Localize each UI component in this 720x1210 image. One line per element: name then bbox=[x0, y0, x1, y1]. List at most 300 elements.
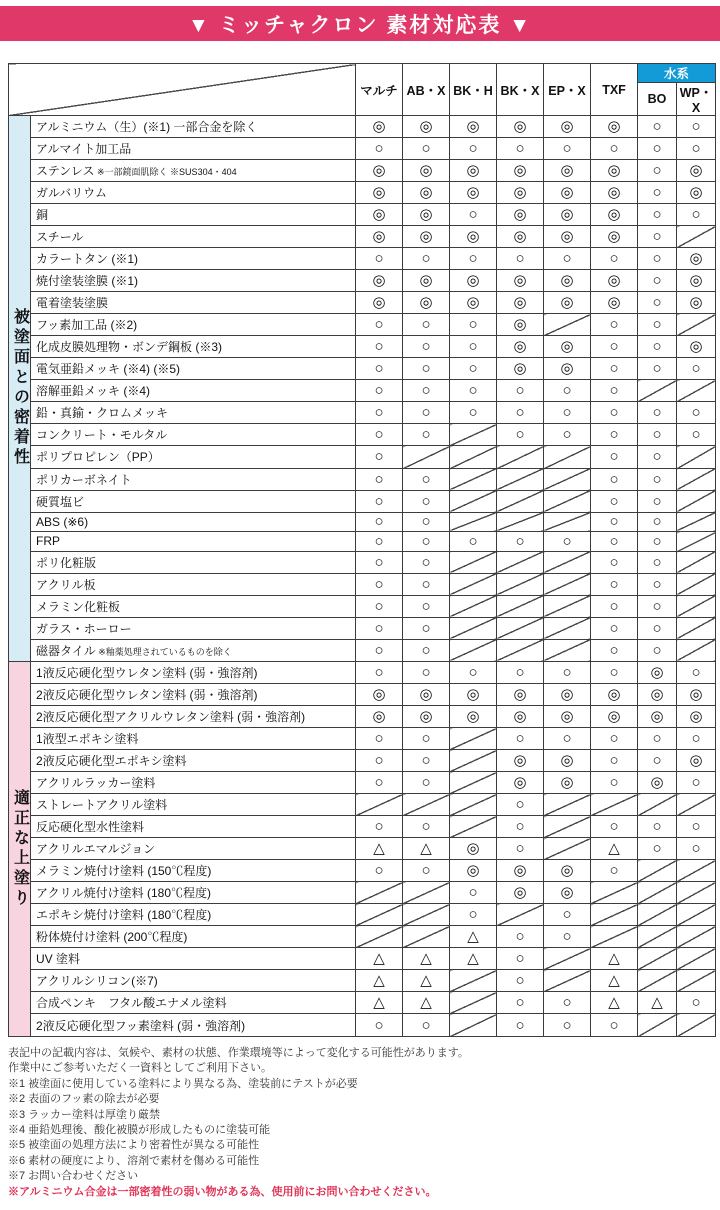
compat-cell-na bbox=[450, 468, 497, 490]
compat-cell: ○ bbox=[356, 551, 403, 573]
compat-cell: ◎ bbox=[356, 160, 403, 182]
compat-cell: ◎ bbox=[497, 750, 544, 772]
material-label: アルマイト加工品 bbox=[31, 138, 356, 160]
table-row bbox=[9, 838, 716, 860]
compat-cell-na bbox=[591, 904, 638, 926]
compat-cell: ○ bbox=[638, 314, 677, 336]
compat-cell: ○ bbox=[638, 138, 677, 160]
compat-cell-na bbox=[497, 904, 544, 926]
compat-cell: ○ bbox=[450, 336, 497, 358]
compat-cell-na bbox=[677, 794, 716, 816]
column-header-1: マルチ bbox=[356, 64, 403, 116]
footnote-line: ※4 亜鉛処理後、酸化被膜が形成したものに塗装可能 bbox=[8, 1124, 271, 1137]
material-label: 反応硬化型水性塗料 bbox=[31, 816, 356, 838]
compat-cell: ○ bbox=[403, 617, 450, 639]
compat-cell: ◎ bbox=[497, 314, 544, 336]
compat-cell: ○ bbox=[591, 728, 638, 750]
compat-cell-na bbox=[403, 446, 450, 468]
compat-cell-na bbox=[638, 794, 677, 816]
compat-cell: ◎ bbox=[544, 772, 591, 794]
compat-cell: ○ bbox=[638, 750, 677, 772]
compat-cell: ○ bbox=[544, 532, 591, 552]
compat-cell: ○ bbox=[591, 551, 638, 573]
material-label: 磁器タイル ※釉薬処理されているものを除く bbox=[31, 639, 356, 661]
compat-cell: ◎ bbox=[497, 116, 544, 138]
compat-cell: ○ bbox=[403, 380, 450, 402]
compat-cell: ○ bbox=[638, 573, 677, 595]
compat-cell: ○ bbox=[544, 728, 591, 750]
table-row bbox=[9, 270, 716, 292]
compat-cell-na bbox=[638, 948, 677, 970]
compat-cell: ◎ bbox=[356, 116, 403, 138]
compat-cell: ○ bbox=[403, 816, 450, 838]
footnote-line: 作業中にご参考いただく一資料としてご利用下さい。 bbox=[8, 1062, 272, 1075]
compat-cell: ◎ bbox=[638, 772, 677, 794]
compat-cell: ○ bbox=[677, 402, 716, 424]
compat-cell-na bbox=[403, 882, 450, 904]
table-row bbox=[9, 970, 716, 992]
table-row bbox=[9, 138, 716, 160]
compat-cell: ○ bbox=[591, 402, 638, 424]
compat-cell: ◎ bbox=[638, 705, 677, 727]
compat-cell: ◎ bbox=[403, 270, 450, 292]
compat-cell: ◎ bbox=[403, 204, 450, 226]
compat-cell: ○ bbox=[403, 860, 450, 882]
compat-cell: ○ bbox=[638, 182, 677, 204]
compat-cell: ◎ bbox=[677, 336, 716, 358]
compatibility-table bbox=[8, 63, 716, 1037]
compat-cell: ○ bbox=[497, 380, 544, 402]
footnote-line: ※6 素材の硬度により、溶剤で素材を傷める可能性 bbox=[8, 1154, 260, 1167]
material-label: メラミン焼付け塗料 (150℃程度) bbox=[31, 860, 356, 882]
compat-cell: △ bbox=[591, 970, 638, 992]
table-row bbox=[9, 490, 716, 512]
table-row bbox=[9, 772, 716, 794]
table-row bbox=[9, 573, 716, 595]
material-note: ※一部鏡面肌除く ※SUS304・404 bbox=[94, 167, 237, 178]
material-label: アルミニウム（生）(※1) 一部合金を除く bbox=[31, 116, 356, 138]
compat-cell: ○ bbox=[403, 750, 450, 772]
table-row bbox=[9, 402, 716, 424]
table-row bbox=[9, 860, 716, 882]
compat-cell: ○ bbox=[450, 138, 497, 160]
material-label: ガラス・ホーロー bbox=[31, 617, 356, 639]
compat-cell-na bbox=[403, 904, 450, 926]
compat-cell: ○ bbox=[450, 904, 497, 926]
compat-cell-na bbox=[638, 904, 677, 926]
compat-cell-na bbox=[450, 573, 497, 595]
compat-cell: ○ bbox=[638, 292, 677, 314]
compat-cell: △ bbox=[450, 948, 497, 970]
compat-cell: ○ bbox=[403, 138, 450, 160]
compat-cell-na bbox=[450, 772, 497, 794]
compat-cell-na bbox=[450, 617, 497, 639]
compat-cell: ○ bbox=[356, 750, 403, 772]
compat-cell: ◎ bbox=[544, 292, 591, 314]
compat-cell: ○ bbox=[450, 314, 497, 336]
corner-diagonal-cell bbox=[9, 64, 356, 116]
compat-cell-na bbox=[450, 639, 497, 661]
compat-cell: ○ bbox=[638, 226, 677, 248]
compat-cell: ○ bbox=[591, 314, 638, 336]
compat-cell: ◎ bbox=[450, 182, 497, 204]
compat-cell: ○ bbox=[403, 595, 450, 617]
compat-cell: ○ bbox=[403, 402, 450, 424]
section-vertical-label: 被塗面との密着性 bbox=[11, 308, 29, 469]
material-note: ※釉薬処理されているものを除く bbox=[95, 646, 232, 657]
compat-cell: ◎ bbox=[544, 204, 591, 226]
material-label: メラミン化粧板 bbox=[31, 595, 356, 617]
compat-cell: △ bbox=[403, 992, 450, 1014]
water-column-header-1: BO bbox=[638, 83, 677, 116]
compat-cell: ◎ bbox=[450, 860, 497, 882]
table-row bbox=[9, 512, 716, 532]
water-group-header: 水系 bbox=[638, 64, 716, 83]
compat-cell: ○ bbox=[544, 138, 591, 160]
material-label: コンクリート・モルタル bbox=[31, 424, 356, 446]
compat-cell: ◎ bbox=[638, 683, 677, 705]
compat-cell: ○ bbox=[544, 248, 591, 270]
table-row bbox=[9, 617, 716, 639]
table-row bbox=[9, 532, 716, 552]
column-header-4: BK・X bbox=[497, 64, 544, 116]
compat-cell: ○ bbox=[403, 512, 450, 532]
compat-cell-na bbox=[677, 948, 716, 970]
compatibility-table-wrapper bbox=[8, 63, 713, 1037]
compat-cell-na bbox=[450, 750, 497, 772]
table-row bbox=[9, 926, 716, 948]
compat-cell: ○ bbox=[638, 595, 677, 617]
compat-cell: ○ bbox=[403, 336, 450, 358]
compat-cell: ○ bbox=[591, 661, 638, 683]
material-label: アクリルラッカー塗料 bbox=[31, 772, 356, 794]
compat-cell: ○ bbox=[544, 661, 591, 683]
compat-cell: ○ bbox=[591, 446, 638, 468]
compat-cell: ◎ bbox=[403, 160, 450, 182]
compat-cell: ○ bbox=[497, 970, 544, 992]
compat-cell: ○ bbox=[356, 358, 403, 380]
compat-cell: ○ bbox=[403, 358, 450, 380]
compat-cell-na bbox=[497, 512, 544, 532]
compat-cell: ○ bbox=[591, 248, 638, 270]
compat-cell: ○ bbox=[450, 402, 497, 424]
table-row bbox=[9, 248, 716, 270]
compat-cell: ○ bbox=[356, 573, 403, 595]
compat-cell: ○ bbox=[677, 661, 716, 683]
compat-cell: ◎ bbox=[544, 882, 591, 904]
compat-cell-na bbox=[638, 380, 677, 402]
material-label: ストレートアクリル塗料 bbox=[31, 794, 356, 816]
compat-cell: ○ bbox=[638, 468, 677, 490]
compat-cell-na bbox=[677, 639, 716, 661]
compat-cell-na bbox=[497, 639, 544, 661]
compat-cell-na bbox=[677, 380, 716, 402]
compat-cell-na bbox=[450, 595, 497, 617]
compat-cell-na bbox=[450, 512, 497, 532]
compat-cell: ◎ bbox=[497, 160, 544, 182]
compat-cell: ◎ bbox=[677, 750, 716, 772]
compat-cell: ○ bbox=[356, 728, 403, 750]
compat-cell: ◎ bbox=[677, 683, 716, 705]
compat-cell-na bbox=[591, 794, 638, 816]
compat-cell: ○ bbox=[638, 728, 677, 750]
compat-cell: ○ bbox=[677, 816, 716, 838]
compat-cell: ◎ bbox=[591, 705, 638, 727]
compat-cell: ◎ bbox=[356, 204, 403, 226]
compat-cell: ◎ bbox=[450, 116, 497, 138]
material-label: 2液反応硬化型アクリルウレタン塗料 (弱・強溶剤) bbox=[31, 705, 356, 727]
material-label: 2液反応硬化型フッ素塗料 (弱・強溶剤) bbox=[31, 1014, 356, 1037]
compat-cell: △ bbox=[403, 948, 450, 970]
compat-cell: ○ bbox=[497, 138, 544, 160]
footnote-line: ※2 表面のフッ素の除去が必要 bbox=[8, 1093, 160, 1106]
compat-cell: ○ bbox=[356, 639, 403, 661]
material-label: 溶解亜鉛メッキ (※4) bbox=[31, 380, 356, 402]
compat-cell: ◎ bbox=[356, 226, 403, 248]
compat-cell-na bbox=[356, 794, 403, 816]
compat-cell: ◎ bbox=[497, 336, 544, 358]
compat-cell: ◎ bbox=[544, 226, 591, 248]
compat-cell: ○ bbox=[544, 424, 591, 446]
table-row bbox=[9, 204, 716, 226]
compat-cell-na bbox=[544, 816, 591, 838]
compat-cell: ◎ bbox=[356, 182, 403, 204]
compat-cell-na bbox=[677, 314, 716, 336]
compat-cell: ○ bbox=[591, 617, 638, 639]
compat-cell: ○ bbox=[638, 512, 677, 532]
compat-cell-na bbox=[450, 970, 497, 992]
compat-cell-na bbox=[677, 573, 716, 595]
compat-cell: ○ bbox=[450, 380, 497, 402]
material-label: スチール bbox=[31, 226, 356, 248]
table-row bbox=[9, 882, 716, 904]
compat-cell-na bbox=[450, 446, 497, 468]
section-label-1 bbox=[9, 116, 31, 662]
compat-cell: ○ bbox=[638, 204, 677, 226]
footnote-line: ※7 お問い合わせください bbox=[8, 1170, 139, 1183]
compat-cell: ○ bbox=[638, 446, 677, 468]
compat-cell: ○ bbox=[356, 595, 403, 617]
compat-cell: ◎ bbox=[544, 683, 591, 705]
table-row bbox=[9, 358, 716, 380]
compat-cell: ◎ bbox=[591, 292, 638, 314]
footnote-line: ※5 被塗面の処理方法により密着性が異なる可能性 bbox=[8, 1139, 260, 1152]
compat-cell: ○ bbox=[591, 490, 638, 512]
material-label: 銅 bbox=[31, 204, 356, 226]
compat-cell: ○ bbox=[403, 468, 450, 490]
material-label: ポリ化粧版 bbox=[31, 551, 356, 573]
compat-cell: △ bbox=[591, 992, 638, 1014]
compat-cell: ◎ bbox=[403, 292, 450, 314]
compat-cell: ○ bbox=[497, 926, 544, 948]
compat-cell: ◎ bbox=[591, 182, 638, 204]
compat-cell: ○ bbox=[356, 314, 403, 336]
compat-cell-na bbox=[677, 551, 716, 573]
compat-cell: ○ bbox=[450, 358, 497, 380]
compat-cell-na bbox=[403, 926, 450, 948]
compat-cell: ◎ bbox=[497, 772, 544, 794]
material-label: 2液反応硬化型エポキシ塗料 bbox=[31, 750, 356, 772]
compat-cell: ○ bbox=[497, 948, 544, 970]
compat-cell: ○ bbox=[497, 532, 544, 552]
compat-cell: ○ bbox=[544, 402, 591, 424]
compat-cell-na bbox=[544, 970, 591, 992]
compat-cell: ◎ bbox=[450, 160, 497, 182]
compat-cell: ◎ bbox=[544, 116, 591, 138]
compat-cell-na bbox=[450, 424, 497, 446]
compat-cell-na bbox=[450, 816, 497, 838]
compat-cell: ○ bbox=[638, 336, 677, 358]
compat-cell-na bbox=[677, 970, 716, 992]
material-label: アクリルシリコン(※7) bbox=[31, 970, 356, 992]
compat-cell: ◎ bbox=[677, 182, 716, 204]
compat-cell: ○ bbox=[356, 402, 403, 424]
compat-cell: ◎ bbox=[356, 270, 403, 292]
compat-cell-na bbox=[450, 992, 497, 1014]
material-label: 粉体焼付け塗料 (200℃程度) bbox=[31, 926, 356, 948]
compat-cell: ○ bbox=[356, 468, 403, 490]
material-label: UV 塗料 bbox=[31, 948, 356, 970]
material-label: ABS (※6) bbox=[31, 512, 356, 532]
compat-cell: △ bbox=[356, 970, 403, 992]
compat-cell: ○ bbox=[591, 380, 638, 402]
footnote-line: ※3 ラッカー塗料は厚塗り厳禁 bbox=[8, 1108, 160, 1121]
compat-cell: ○ bbox=[638, 424, 677, 446]
compat-cell: △ bbox=[450, 926, 497, 948]
compat-cell: ○ bbox=[356, 816, 403, 838]
compat-cell-na bbox=[677, 532, 716, 552]
compat-cell: ○ bbox=[591, 358, 638, 380]
compat-cell-na bbox=[356, 882, 403, 904]
compat-cell: ○ bbox=[356, 860, 403, 882]
compat-cell: ◎ bbox=[497, 358, 544, 380]
table-row bbox=[9, 816, 716, 838]
compat-cell: ○ bbox=[450, 204, 497, 226]
compat-cell: ◎ bbox=[638, 661, 677, 683]
compat-cell: ○ bbox=[403, 314, 450, 336]
compat-cell: ○ bbox=[591, 639, 638, 661]
compat-cell: ○ bbox=[450, 882, 497, 904]
compat-cell: ○ bbox=[544, 992, 591, 1014]
table-row bbox=[9, 226, 716, 248]
compat-cell-na bbox=[677, 904, 716, 926]
compat-cell-na bbox=[544, 838, 591, 860]
compat-cell-na bbox=[544, 595, 591, 617]
compat-cell: ◎ bbox=[497, 182, 544, 204]
compat-cell-na bbox=[544, 573, 591, 595]
compat-cell: ◎ bbox=[544, 270, 591, 292]
compat-cell: ◎ bbox=[497, 204, 544, 226]
compat-cell: ○ bbox=[497, 816, 544, 838]
compat-cell-na bbox=[638, 926, 677, 948]
compat-cell: ○ bbox=[544, 380, 591, 402]
table-row bbox=[9, 1014, 716, 1037]
table-row bbox=[9, 336, 716, 358]
compat-cell: ○ bbox=[591, 512, 638, 532]
material-label: 化成皮膜処理物・ボンデ鋼板 (※3) bbox=[31, 336, 356, 358]
compat-cell: ○ bbox=[591, 595, 638, 617]
compat-cell: ◎ bbox=[450, 683, 497, 705]
table-row bbox=[9, 551, 716, 573]
material-label: ステンレス ※一部鏡面肌除く ※SUS304・404 bbox=[31, 160, 356, 182]
compat-cell: ○ bbox=[638, 248, 677, 270]
compat-cell: ◎ bbox=[450, 838, 497, 860]
compat-cell-na bbox=[450, 551, 497, 573]
compat-cell: ◎ bbox=[544, 860, 591, 882]
compat-cell-na bbox=[544, 639, 591, 661]
compat-cell: △ bbox=[403, 970, 450, 992]
compat-cell: △ bbox=[356, 992, 403, 1014]
warning-text: ※アルミニウム合金は一部密着性の弱い物がある為、使用前にお問い合わせください。 bbox=[8, 1185, 437, 1198]
compat-cell: ◎ bbox=[450, 270, 497, 292]
column-header-3: BK・H bbox=[450, 64, 497, 116]
compat-cell: ○ bbox=[638, 358, 677, 380]
table-row bbox=[9, 992, 716, 1014]
material-label: エポキシ焼付け塗料 (180℃程度) bbox=[31, 904, 356, 926]
compat-cell: ○ bbox=[403, 1014, 450, 1037]
material-label: 2液反応硬化型ウレタン塗料 (弱・強溶剤) bbox=[31, 683, 356, 705]
material-label: アクリルエマルジョン bbox=[31, 838, 356, 860]
table-row bbox=[9, 292, 716, 314]
compat-cell: ○ bbox=[356, 248, 403, 270]
compat-cell: ○ bbox=[591, 336, 638, 358]
compat-cell-na bbox=[450, 1014, 497, 1037]
compat-cell-na bbox=[497, 551, 544, 573]
table-row bbox=[9, 314, 716, 336]
compat-cell: ○ bbox=[638, 270, 677, 292]
compat-cell: ○ bbox=[677, 204, 716, 226]
footnote-line: 表記中の記載内容は、気候や、素材の状態、作業環境等によって変化する可能性があります。 bbox=[8, 1047, 469, 1059]
material-label: 合成ペンキ フタル酸エナメル塗料 bbox=[31, 992, 356, 1014]
column-header-5: EP・X bbox=[544, 64, 591, 116]
compat-cell: ◎ bbox=[356, 705, 403, 727]
compat-cell: ○ bbox=[403, 532, 450, 552]
material-label: FRP bbox=[31, 532, 356, 552]
compat-cell: ○ bbox=[677, 772, 716, 794]
compat-cell: ○ bbox=[497, 838, 544, 860]
compat-cell-na bbox=[497, 595, 544, 617]
table-row bbox=[9, 728, 716, 750]
water-column-header-2: WP・X bbox=[677, 83, 716, 116]
compat-cell: ◎ bbox=[677, 292, 716, 314]
compat-cell: ◎ bbox=[497, 860, 544, 882]
compat-cell: ○ bbox=[403, 661, 450, 683]
compat-cell: ○ bbox=[403, 551, 450, 573]
compat-cell: ○ bbox=[356, 772, 403, 794]
compat-cell: ◎ bbox=[591, 226, 638, 248]
material-label: アクリル焼付け塗料 (180℃程度) bbox=[31, 882, 356, 904]
compat-cell-na bbox=[544, 551, 591, 573]
compat-cell: ○ bbox=[356, 512, 403, 532]
compat-cell: ○ bbox=[356, 1014, 403, 1037]
material-label: ポリカーボネイト bbox=[31, 468, 356, 490]
compat-cell: ○ bbox=[544, 904, 591, 926]
compat-cell-na bbox=[497, 573, 544, 595]
compat-cell: ○ bbox=[638, 402, 677, 424]
table-row bbox=[9, 160, 716, 182]
compat-cell: ○ bbox=[677, 116, 716, 138]
compat-cell: △ bbox=[356, 948, 403, 970]
compat-cell: ○ bbox=[450, 661, 497, 683]
table-row bbox=[9, 705, 716, 727]
compat-cell: ◎ bbox=[356, 292, 403, 314]
compat-cell: ◎ bbox=[403, 182, 450, 204]
compat-cell-na bbox=[450, 794, 497, 816]
compat-cell-na bbox=[356, 926, 403, 948]
compat-cell: ○ bbox=[356, 617, 403, 639]
compat-cell: ○ bbox=[403, 772, 450, 794]
compat-cell: ○ bbox=[403, 573, 450, 595]
